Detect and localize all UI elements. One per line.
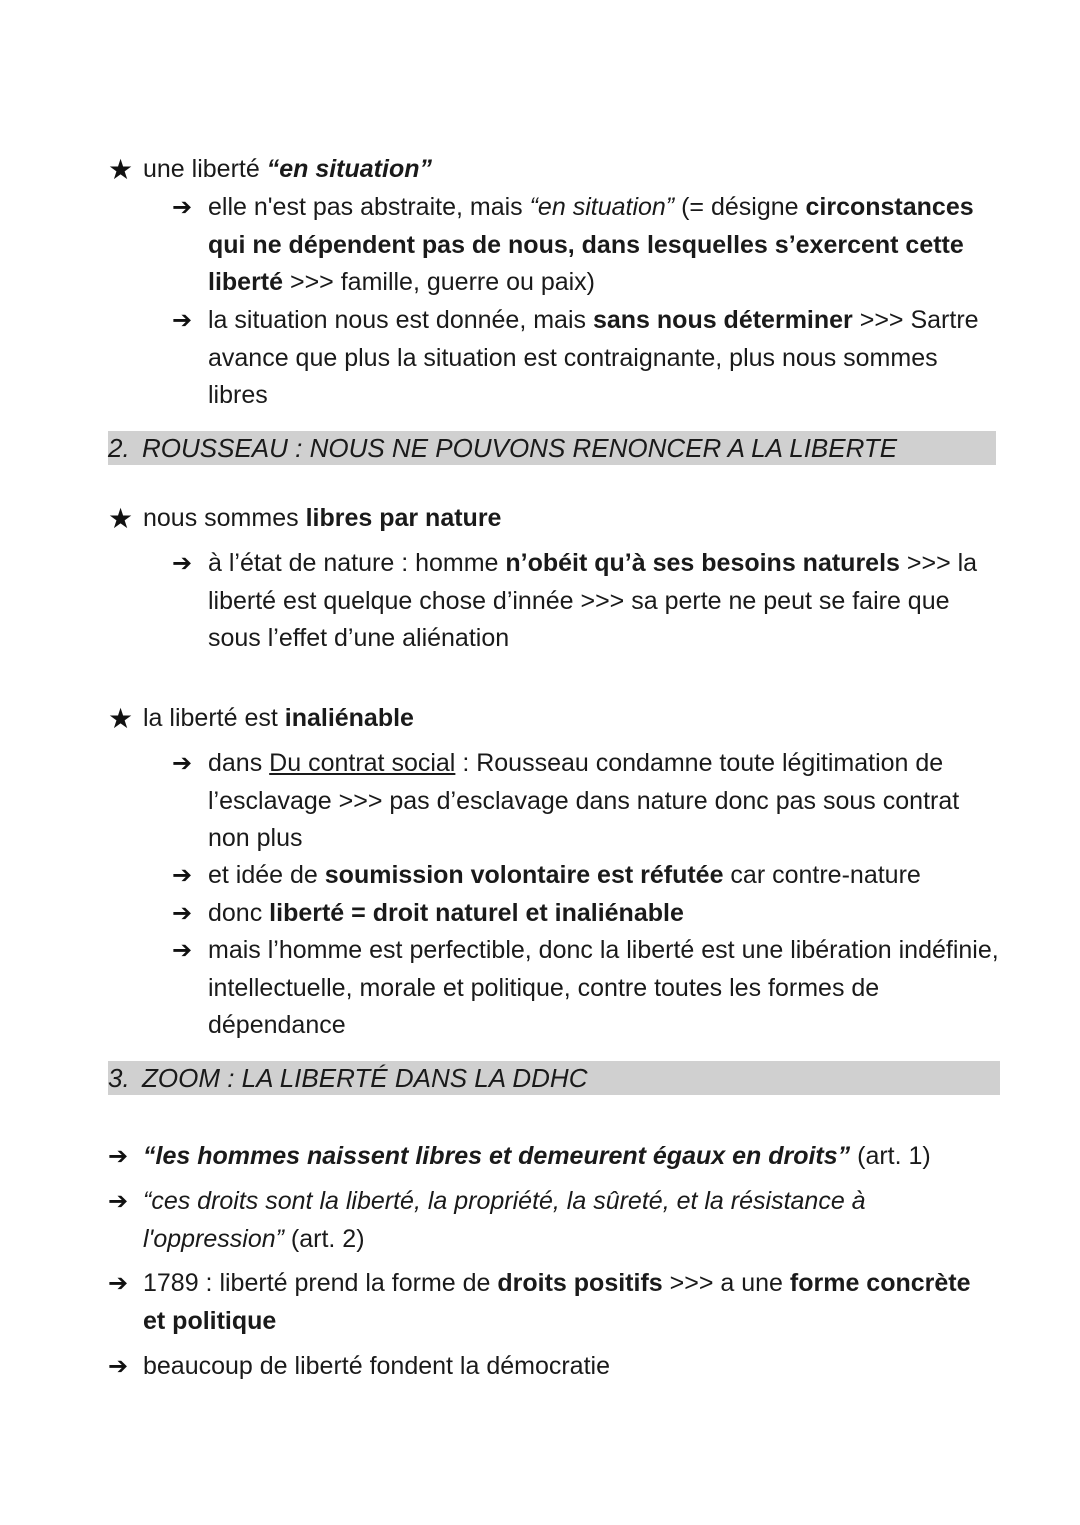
arrow-text-situation-donnee: la situation nous est donnée, mais sans nous déterminer >>> Sartre avance que plus la situation est contraignante, plus nous sommes libres <box>208 306 979 409</box>
arrow-icon: ➔ <box>108 1188 129 1215</box>
section-heading-rousseau: 2. ROUSSEAU : NOUS NE POUVONS RENONCER A LA LIBERTE <box>108 431 996 465</box>
star-bullet-icon: ★ <box>108 154 134 185</box>
star-bullet-icon: ★ <box>108 703 134 734</box>
arrow-text-democratie: beaucoup de liberté fondent la démocratie <box>143 1352 610 1380</box>
arrow-icon: ➔ <box>108 1270 129 1297</box>
star-bullet-icon: ★ <box>108 503 134 534</box>
arrow-icon: ➔ <box>172 550 193 577</box>
bullet-en-situation: une liberté “en situation” <box>143 155 432 183</box>
arrow-icon: ➔ <box>108 1143 129 1170</box>
arrow-text-art1: “les hommes naissent libres et demeurent égaux en droits” (art. 1) <box>143 1142 931 1170</box>
bullet-inalienable: la liberté est inaliénable <box>143 704 414 732</box>
arrow-text-art2: “ces droits sont la liberté, la propriété, la sûreté, et la résistance à l'oppression” (art. 2) <box>143 1187 866 1253</box>
arrow-icon: ➔ <box>172 307 193 334</box>
arrow-icon: ➔ <box>172 750 193 777</box>
arrow-text-perfectible: mais l’homme est perfectible, donc la liberté est une libération indéfinie, intellectuelle, morale et politique, contre toutes les formes de dépendance <box>208 936 999 1039</box>
arrow-text-etat-de-nature: à l’état de nature : homme n’obéit qu’à ses besoins naturels >>> la liberté est quelque chose d’innée >>> sa perte ne peut se faire que sous l’effet d’une aliénation <box>208 549 978 652</box>
arrow-icon: ➔ <box>172 194 193 221</box>
arrow-text-droit-naturel: donc liberté = droit naturel et inaliénable <box>208 899 684 927</box>
arrow-text-abstraite: elle n'est pas abstraite, mais “en situation” (= désigne circonstances qui ne dépendent pas de nous, dans lesquelles s’exercent cette liberté >>> famille, guerre ou paix) <box>208 193 974 296</box>
arrow-icon: ➔ <box>172 900 193 927</box>
bullet-libres-par-nature: nous sommes libres par nature <box>143 504 502 532</box>
arrow-text-soumission: et idée de soumission volontaire est réfutée car contre-nature <box>208 861 921 889</box>
section-heading-ddhc: 3. ZOOM : LA LIBERTÉ DANS LA DDHC <box>108 1061 1000 1095</box>
arrow-icon: ➔ <box>172 937 193 964</box>
arrow-icon: ➔ <box>108 1353 129 1380</box>
arrow-icon: ➔ <box>172 862 193 889</box>
arrow-text-1789: 1789 : liberté prend la forme de droits positifs >>> a une forme concrète et politique <box>143 1269 971 1335</box>
arrow-text-contrat-social: dans Du contrat social : Rousseau condamne toute légitimation de l’esclavage >>> pas d’esclavage dans nature donc pas sous contrat non plus <box>208 749 960 852</box>
